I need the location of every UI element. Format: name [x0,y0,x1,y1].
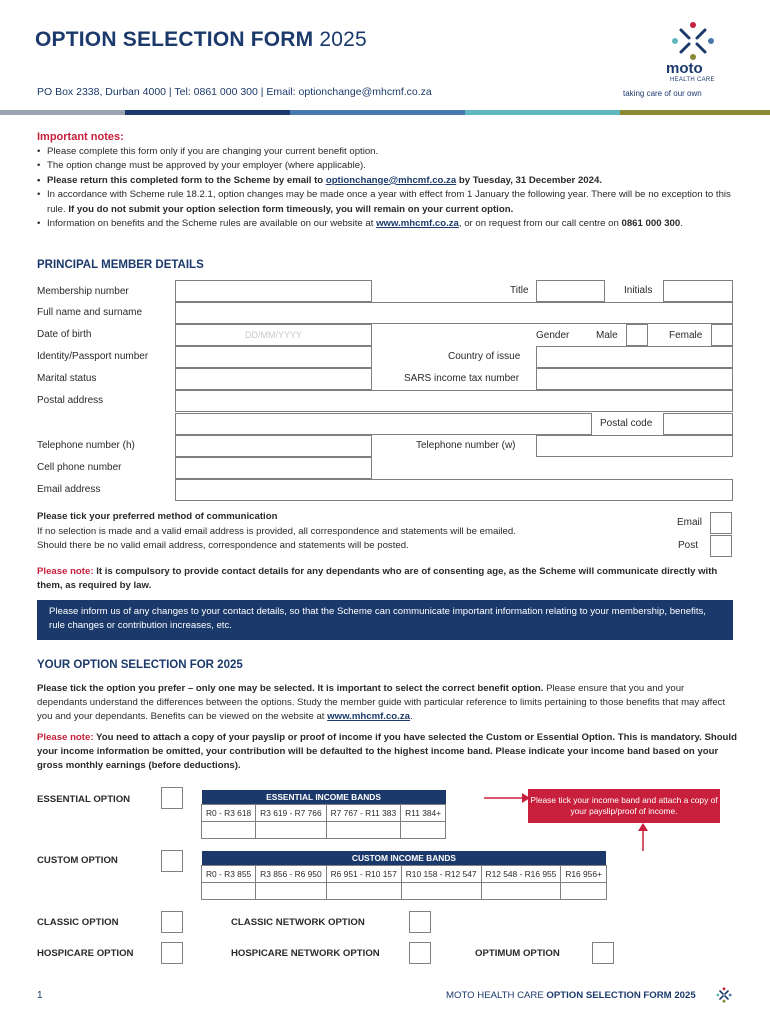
tel-h-label: Telephone number (h) [37,440,135,451]
website-link[interactable]: www.mhcmf.co.za [327,711,410,722]
moto-logo-icon [671,20,715,60]
footer-title: MOTO HEALTH CARE OPTION SELECTION FORM 2025 [446,990,696,1001]
income-band-checkbox[interactable] [481,883,561,900]
stripe-blue [290,110,465,115]
custom-income-bands [201,851,607,900]
marital-status-field[interactable] [175,368,372,390]
hospicare-network-option-checkbox[interactable] [409,942,431,964]
income-band: R0 - R3 618 [202,805,256,822]
postal-code-label: Postal code [600,418,653,429]
tagline: taking care of our own [623,89,702,98]
id-passport-field[interactable] [175,346,372,368]
stripe-teal [465,110,620,115]
classic-option-checkbox[interactable] [161,911,183,933]
email-option-checkbox[interactable] [710,512,732,534]
selection-note: Please note: You need to attach a copy of your payslip or proof of income if you have selected the Custom or Essential Option. This is mandatory. Should your income information be omitted, your contribution will be defaulted to the highest income band. Please indicate your income band based on your gross monthly earnings (before deductions). [37,732,737,771]
female-checkbox[interactable] [711,324,733,346]
cell-field[interactable] [175,457,372,479]
post-option-label: Post [678,540,699,551]
income-band-checkbox[interactable] [256,883,326,900]
optimum-option-label: OPTIMUM OPTION [475,948,560,959]
title-label: Title [510,285,529,296]
selection-intro: Please tick the option you prefer – only one may be selected. It is important to select the correct benefit option. Please ensure that you and your dependants understand the differences between the options. Study the member guide with particular reference to limits pertaining to those benefits that may affect you and your dependants. Benefits can be viewed on the website at www.mhcmf.co.za. [37,683,726,722]
tel-w-label: Telephone number (w) [416,440,516,451]
classic-network-option-label: CLASSIC NETWORK OPTION [231,917,365,928]
income-band: R7 767 - R11 383 [326,805,401,822]
title-field[interactable] [536,280,605,302]
postal-address-label: Postal address [37,395,104,406]
email-label: Email address [37,484,101,495]
income-band: R12 548 - R16 955 [481,866,561,883]
income-band: R3 856 - R6 950 [256,866,326,883]
moto-logo-icon [716,987,732,1003]
arrow-down-icon [637,823,649,851]
essential-income-bands [201,790,446,839]
income-band-checkbox[interactable] [326,883,401,900]
custom-option-checkbox[interactable] [161,850,183,872]
option-selection-heading: YOUR OPTION SELECTION FOR 2025 [37,659,243,671]
dob-field[interactable]: DD/MM/YYYY [175,324,372,346]
essential-option-label: ESSENTIAL OPTION [37,794,131,805]
postal-address-field-2[interactable] [175,413,592,435]
membership-number-field[interactable] [175,280,372,302]
income-band-checkbox[interactable] [202,822,256,839]
contact-line: PO Box 2338, Durban 4000 | Tel: 0861 000 300 | Email: optionchange@mhcmf.co.za [37,86,432,98]
tel-w-field[interactable] [536,435,733,457]
notes-heading: Important notes: [37,131,124,143]
please-note-dependants: Please note: It is compulsory to provide contact details for any dependants who are of consenting age, as the Scheme will communicate directly with them, as required by law. [37,566,718,591]
logo-subtitle: HEALTH CARE [670,77,715,83]
income-band-checkbox[interactable] [256,822,326,839]
hospicare-network-option-label: HOSPICARE NETWORK OPTION [231,948,380,959]
id-passport-label: Identity/Passport number [37,351,149,362]
email-link[interactable]: optionchange@mhcmf.co.za [325,174,457,186]
income-band-checkbox[interactable] [326,822,401,839]
marital-status-label: Marital status [37,373,97,384]
custom-bands-title: CUSTOM INCOME BANDS [202,851,607,866]
essential-bands-title: ESSENTIAL INCOME BANDS [202,790,446,805]
communication-line-2: Should there be no valid email address, correspondence and statements will be posted. [37,540,409,551]
income-band: R11 384+ [401,805,446,822]
stripe-navy [125,110,290,115]
communication-heading: Please tick your preferred method of communication [37,511,278,522]
list-item: • Please complete this form only if you are changing your current benefit option. [37,145,737,159]
income-band: R10 158 - R12 547 [401,866,481,883]
income-band-checkbox[interactable] [561,883,607,900]
classic-option-label: CLASSIC OPTION [37,917,119,928]
income-band: R3 619 - R7 766 [256,805,326,822]
income-band-checkbox[interactable] [401,822,446,839]
logo-wordmark: moto [666,60,703,77]
gender-label: Gender [536,330,570,341]
website-link[interactable]: www.mhcmf.co.za [376,218,459,230]
page-title: OPTION SELECTION FORM 2025 [35,28,367,51]
notes-list [37,145,737,231]
contact-change-banner: Please inform us of any changes to your contact details, so that the Scheme can communicate important information relating to your membership, benefits, rule changes or contribution increases, etc. [37,600,733,640]
postal-code-field[interactable] [663,413,733,435]
full-name-field[interactable] [175,302,733,324]
custom-option-label: CUSTOM OPTION [37,855,118,866]
sars-field[interactable] [536,368,733,390]
email-field[interactable] [175,479,733,501]
sars-label: SARS income tax number [404,373,520,384]
optimum-option-checkbox[interactable] [592,942,614,964]
communication-line-1: If no selection is made and a valid email address is provided, all correspondence and statements will be emailed. [37,526,516,537]
male-checkbox[interactable] [626,324,648,346]
essential-option-checkbox[interactable] [161,787,183,809]
list-item: • Information on benefits and the Scheme rules are available on our website at www.mhcmf.co.za, or on request from our call centre on 0861 000 300. [37,217,737,231]
page-number: 1 [37,990,43,1001]
hospicare-option-label: HOSPICARE OPTION [37,948,134,959]
dob-label: Date of birth [37,329,92,340]
income-band-callout: Please tick your income band and attach a copy of your payslip/proof of income. [528,789,720,823]
stripe-olive [620,110,770,115]
postal-address-field-1[interactable] [175,390,733,412]
female-label: Female [669,330,703,341]
list-item: • The option change must be approved by your employer (where applicable). [37,159,737,173]
income-band-checkbox[interactable] [401,883,481,900]
arrow-right-icon [484,792,530,804]
income-band: R16 956+ [561,866,607,883]
income-band: R6 951 - R10 157 [326,866,401,883]
income-band: R0 - R3 855 [202,866,256,883]
income-band-checkbox[interactable] [202,883,256,900]
male-label: Male [596,330,618,341]
country-of-issue-field[interactable] [536,346,733,368]
country-of-issue-label: Country of issue [448,351,521,362]
list-item: • Please return this completed form to the Scheme by email to optionchange@mhcmf.co.za by Tuesday, 31 December 2024. [37,174,737,188]
principal-heading: PRINCIPAL MEMBER DETAILS [37,259,204,271]
stripe-grey [0,110,125,115]
initials-label: Initials [624,285,653,296]
cell-label: Cell phone number [37,462,122,473]
tel-h-field[interactable] [175,435,372,457]
classic-network-option-checkbox[interactable] [409,911,431,933]
initials-field[interactable] [663,280,733,302]
hospicare-option-checkbox[interactable] [161,942,183,964]
email-option-label: Email [677,517,703,528]
full-name-label: Full name and surname [37,307,143,318]
membership-number-label: Membership number [37,286,129,297]
list-item: • In accordance with Scheme rule 18.2.1, option changes may be made once a year with effect from 1 January the following year. There will be no exception to this rule. If you do not submit your option selection form timeously, you will remain on your current option. [37,188,737,217]
post-option-checkbox[interactable] [710,535,732,557]
